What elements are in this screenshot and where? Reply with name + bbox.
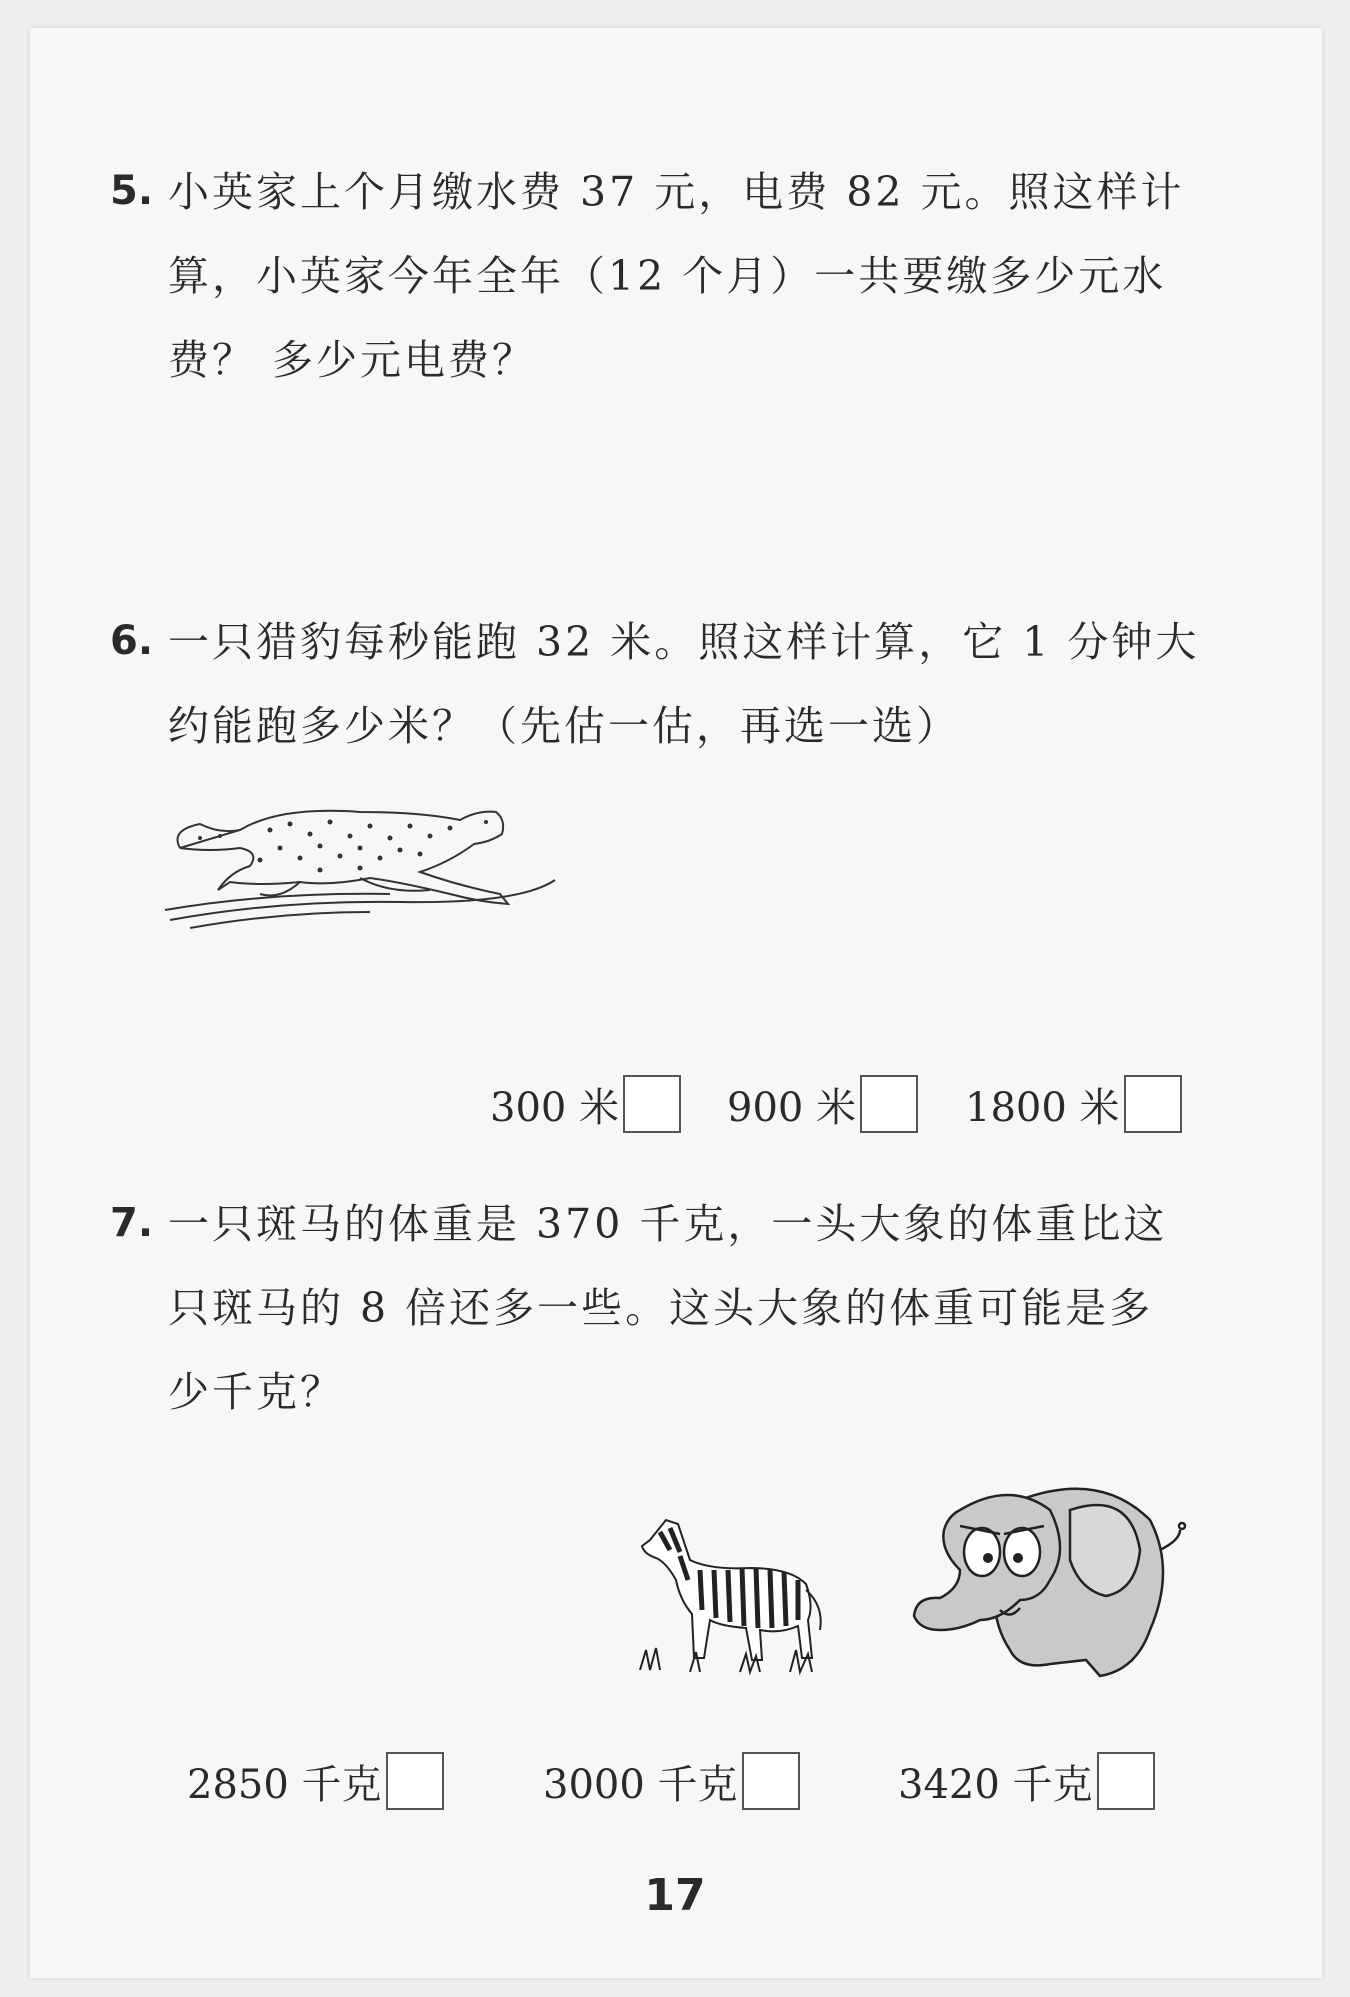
option-label: 3000 千克 (543, 1761, 738, 1808)
answer-checkbox[interactable] (386, 1752, 444, 1810)
option-3420kg[interactable] (898, 1752, 1155, 1810)
option-label: 3420 千克 (898, 1761, 1093, 1808)
problem-7 (110, 1182, 1200, 1434)
problem-text-line: 费？ 多少元电费？ (168, 336, 537, 384)
problem-text-line: 小英家上个月缴水费 37 元，电费 82 元。照这样计 (168, 168, 1185, 216)
option-label: 2850 千克 (187, 1761, 382, 1808)
problem-text-line: 一只猎豹每秒能跑 32 米。照这样计算，它 1 分钟大 (168, 618, 1200, 666)
option-900m[interactable] (727, 1075, 918, 1133)
option-label: 900 米 (727, 1084, 857, 1131)
problem-text-line: 算，小英家今年全年（12 个月）一共要缴多少元水 (168, 252, 1167, 300)
option-label: 1800 米 (965, 1084, 1120, 1131)
answer-checkbox[interactable] (1124, 1075, 1182, 1133)
problem-number: 5. (110, 168, 154, 214)
problem-text-line: 约能跑多少米？（先估一估，再选一选） (168, 702, 960, 750)
cheetah-icon (160, 790, 560, 930)
problem-5 (110, 150, 1200, 402)
problem-text-line: 只斑马的 8 倍还多一些。这头大象的体重可能是多 (168, 1284, 1154, 1332)
option-3000kg[interactable] (543, 1752, 800, 1810)
problem-text-line: 少千克？ (168, 1368, 344, 1416)
page-number: 17 (644, 1870, 706, 1921)
answer-checkbox[interactable] (623, 1075, 681, 1133)
problem-number: 6. (110, 618, 154, 664)
elephant-icon (900, 1470, 1190, 1690)
zebra-icon (630, 1510, 830, 1680)
answer-checkbox[interactable] (860, 1075, 918, 1133)
problem-7-options (0, 1752, 1350, 1822)
problem-text-line: 一只斑马的体重是 370 千克，一头大象的体重比这 (168, 1200, 1168, 1248)
option-label: 300 米 (490, 1084, 620, 1131)
option-2850kg[interactable] (187, 1752, 444, 1810)
problem-number: 7. (110, 1200, 154, 1246)
option-300m[interactable] (490, 1075, 681, 1133)
option-1800m[interactable] (965, 1075, 1182, 1133)
problem-6 (110, 600, 1200, 768)
answer-checkbox[interactable] (742, 1752, 800, 1810)
answer-checkbox[interactable] (1097, 1752, 1155, 1810)
problem-6-options (0, 1075, 1350, 1145)
